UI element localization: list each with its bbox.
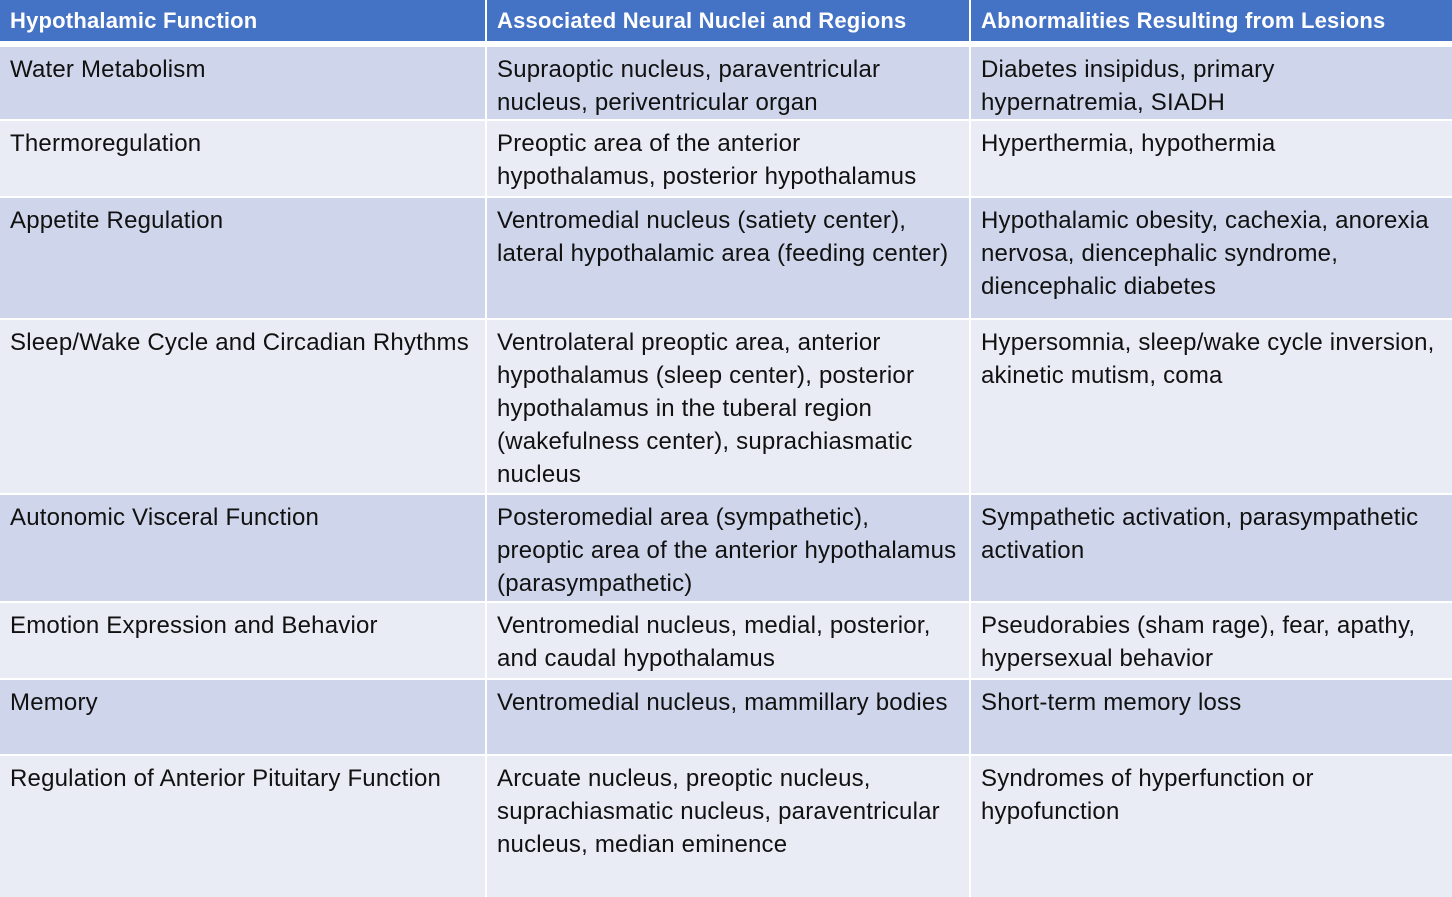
regions-cell: Ventromedial nucleus, mammillary bodies [485, 680, 967, 754]
function-cell: Sleep/Wake Cycle and Circadian Rhythms [10, 329, 469, 356]
table-row [0, 119, 1452, 196]
abnormalities-cell: Hyperthermia, hypothermia [969, 121, 1452, 196]
regions-cell: Ventrolateral preoptic area, anterior hypothalamus (sleep center), posterior hypothalamus in the tuberal region (wakefulness center), suprachiasmatic nucleus [485, 320, 967, 493]
table-row [0, 601, 1452, 678]
abnormalities-cell: Pseudorabies (sham rage), fear, apathy, hypersexual behavior [969, 603, 1452, 678]
table-row [0, 493, 1452, 601]
function-cell: Memory [10, 689, 98, 716]
regions-cell: Ventromedial nucleus (satiety center), lateral hypothalamic area (feeding center) [485, 198, 967, 318]
function-cell: Autonomic Visceral Function [10, 504, 320, 531]
regions-cell: Preoptic area of the anterior hypothalamus, posterior hypothalamus [485, 121, 967, 196]
column-header-regions: Associated Neural Nuclei and Regions [485, 0, 967, 41]
abnormalities-cell: Hypersomnia, sleep/wake cycle inversion, akinetic mutism, coma [969, 320, 1452, 493]
table-row [0, 754, 1452, 897]
abnormalities-cell: Hypothalamic obesity, cachexia, anorexia nervosa, diencephalic syndrome, diencephalic diabetes [969, 198, 1452, 318]
column-header-function: Hypothalamic Function [10, 8, 258, 33]
regions-cell: Ventromedial nucleus, medial, posterior, and caudal hypothalamus [485, 603, 967, 678]
table-row [0, 45, 1452, 119]
function-cell: Thermoregulation [10, 130, 202, 157]
regions-cell: Arcuate nucleus, preoptic nucleus, suprachiasmatic nucleus, paraventricular nucleus, median eminence [485, 756, 967, 897]
table-row [0, 318, 1452, 493]
function-cell: Appetite Regulation [10, 207, 224, 234]
table-row [0, 196, 1452, 318]
function-cell: Regulation of Anterior Pituitary Function [10, 765, 442, 792]
abnormalities-cell: Short-term memory loss [969, 680, 1452, 754]
column-header-abnormalities: Abnormalities Resulting from Lesions [969, 0, 1452, 41]
regions-cell: Supraoptic nucleus, paraventricular nucleus, periventricular organ [485, 47, 967, 119]
function-cell: Water Metabolism [10, 56, 206, 83]
abnormalities-cell: Sympathetic activation, parasympathetic activation [969, 495, 1452, 601]
table-header-row [0, 0, 1452, 41]
abnormalities-cell: Diabetes insipidus, primary hypernatremia, SIADH [969, 47, 1452, 119]
table-row [0, 678, 1452, 754]
abnormalities-cell: Syndromes of hyperfunction or hypofunction [969, 756, 1452, 897]
regions-cell: Posteromedial area (sympathetic), preoptic area of the anterior hypothalamus (parasympathetic) [485, 495, 967, 601]
function-cell: Emotion Expression and Behavior [10, 612, 378, 639]
